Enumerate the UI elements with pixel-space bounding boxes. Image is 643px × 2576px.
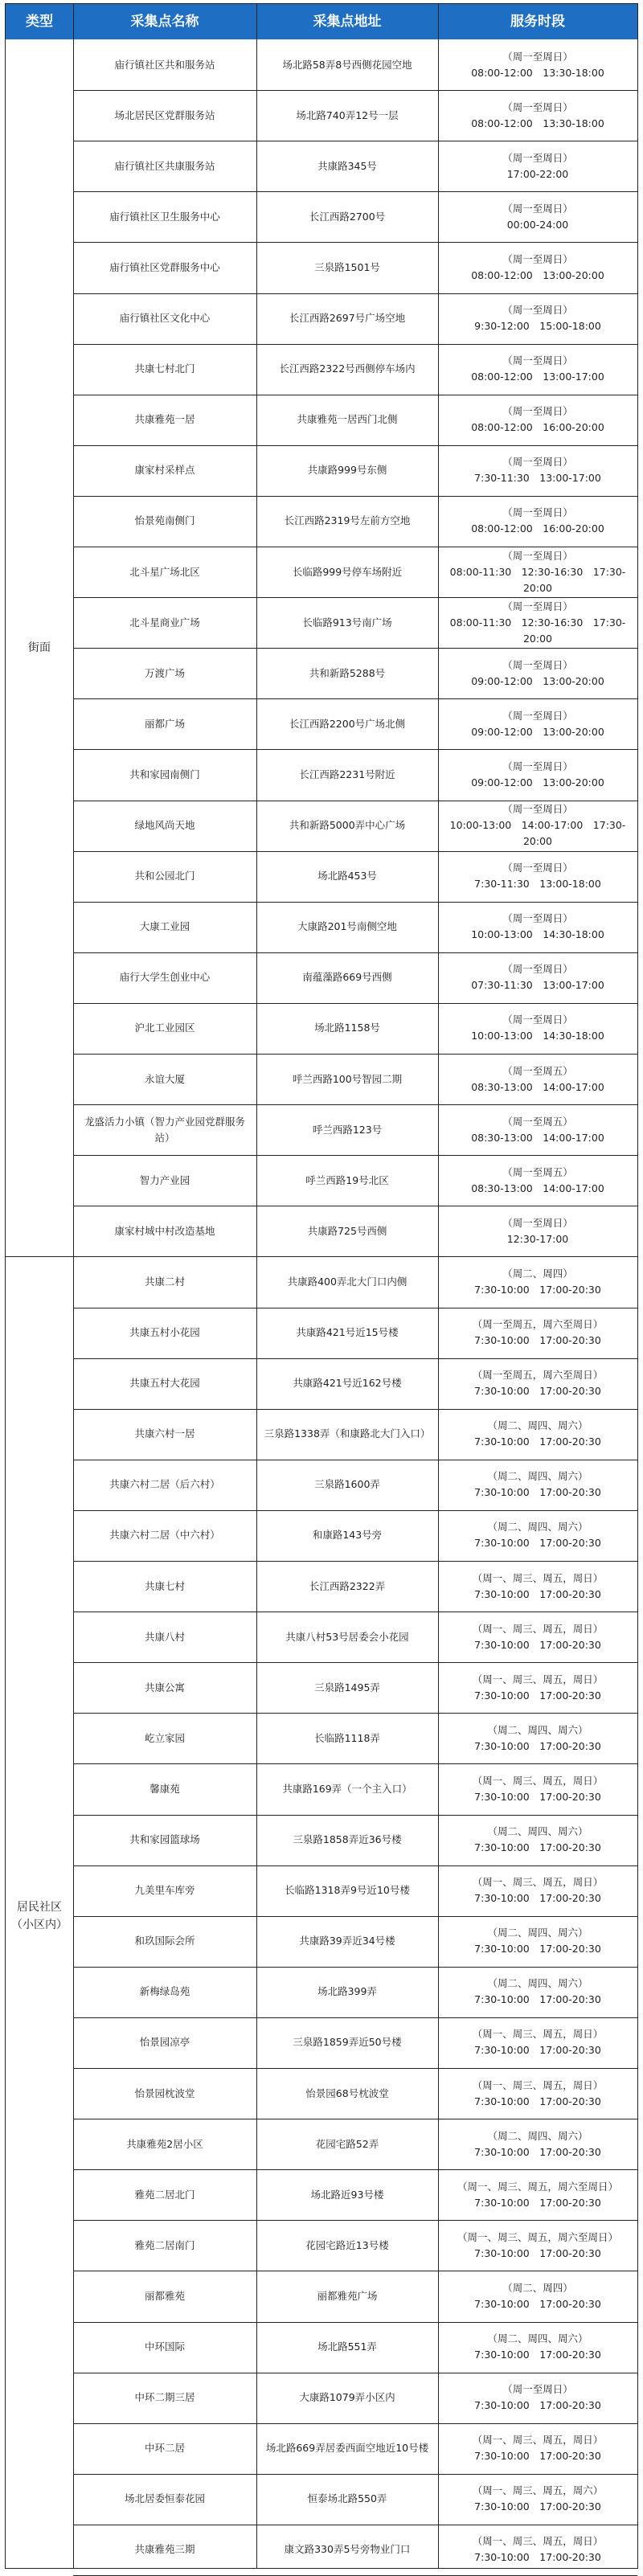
row-divider [73,2169,637,2170]
row-41-address: 怡景园68号枕波堂 [305,2087,389,2099]
row-46-hours: （周二、周四、周六） 7:30-10:00 17:00-20:30 [474,2332,601,2361]
row-4-hours: （周一至周日） 00:00-24:00 [502,202,573,231]
row-7-hours: （周一至周日） 08:00-12:00 13:00-17:00 [471,354,604,383]
row-36-name: 共和家园篮球场 [129,1833,200,1846]
row-37-address: 长临路1318弄9号近10号楼 [285,1884,410,1897]
row-19-name: 庙行大学生创业中心 [119,971,211,984]
row-4-address: 长江西路2700号 [309,210,386,223]
row-divider [73,445,637,446]
column-divider [73,4,74,2568]
row-33-hours: （周一、周三、周五，周日） 7:30-10:00 17:00-20:30 [472,1673,604,1702]
row-28-address: 三泉路1338弄（和康路北大门入口） [264,1427,431,1440]
row-46-address: 场北路551弄 [317,2341,377,2353]
row-4-name: 庙行镇社区卫生服务中心 [109,210,220,223]
row-14-hours: （周一至周日） 09:00-12:00 13:00-20:00 [471,709,604,738]
row-34-address: 长临路1118弄 [314,1731,380,1744]
row-19-address: 南蕴藻路669号西侧 [302,971,392,984]
row-divider [73,749,637,750]
row-50-hours: （周一、周三、周五，周日） 7:30-10:00 17:00-20:30 [472,2535,604,2564]
row-36-hours: （周二、周四、周六） 7:30-10:00 17:00-20:30 [474,1825,601,1854]
row-42-name: 共康雅苑2居小区 [126,2137,203,2150]
row-39-address: 场北路399弄 [317,1985,377,1998]
row-34-name: 屹立家园 [144,1731,185,1744]
row-18-hours: （周一至周日） 10:00-13:00 14:30-18:00 [471,912,604,941]
row-15-hours: （周一至周日） 09:00-12:00 13:00-20:00 [471,760,604,788]
row-12-address: 长临路913号南广场 [302,616,392,629]
row-divider [73,1561,637,1562]
row-16-hours: （周一至周日） 10:00-13:00 14:00-17:00 17:30-20:00 [449,803,626,848]
row-42-hours: （周二、周四、周六） 7:30-10:00 17:00-20:30 [474,2129,601,2158]
row-20-name: 沪北工业园区 [134,1022,195,1034]
row-29-address: 三泉路1600弄 [314,1478,380,1491]
row-27-hours: （周一至周五，周六至周日） 7:30-10:00 17:00-20:30 [472,1369,604,1398]
row-34-hours: （周二、周四、周六） 7:30-10:00 17:00-20:30 [474,1723,601,1752]
row-divider [73,2474,637,2475]
row-divider [73,597,637,598]
row-42-address: 花园宅路52弄 [315,2137,379,2150]
header-hours: 服务时段 [510,14,565,30]
row-25-name: 共康二村 [144,1275,185,1288]
row-39-hours: （周二、周四、周六） 7:30-10:00 17:00-20:30 [474,1977,601,2006]
row-17-address: 场北路453号 [317,870,377,883]
row-47-name: 中环二期三居 [134,2391,195,2404]
row-divider [73,496,637,497]
row-divider [73,1409,637,1410]
row-16-address: 共和新路5000弄中心广场 [289,819,406,832]
row-divider [73,1155,637,1156]
row-30-name: 共康六村二居（中六村） [109,1529,220,1542]
row-divider [73,344,637,345]
row-21-name: 永谊大厦 [144,1072,185,1085]
row-49-hours: （周一、周三、周五，周六） 7:30-10:00 17:00-20:30 [472,2484,604,2513]
row-23-address: 呼兰西路19号北区 [305,1173,389,1186]
row-33-name: 共康公寓 [144,1681,185,1693]
row-40-address: 三泉路1859弄近50号楼 [293,2036,402,2049]
row-27-name: 共康五村大花园 [129,1377,200,1390]
row-divider [73,1967,637,1968]
row-12-hours: （周一至周日） 08:00-11:30 12:30-16:30 17:30-20:00 [449,600,626,645]
row-35-hours: （周一、周三、周五，周日） 7:30-10:00 17:00-20:30 [472,1774,604,1803]
header-address: 采集点地址 [313,14,382,30]
row-23-hours: （周一至周五） 08:30-13:00 14:00-17:00 [471,1165,604,1194]
row-divider [73,2322,637,2323]
header-type: 类型 [26,14,53,30]
row-7-name: 共康七村北门 [134,362,195,375]
row-divider [73,2423,637,2424]
row-39-name: 新梅绿岛苑 [139,1985,190,1998]
row-9-name: 康家村采样点 [134,464,195,477]
row-divider [73,902,637,903]
row-32-name: 共康八村 [144,1630,185,1643]
row-divider [73,2220,637,2221]
collection-points-table [5,3,638,2569]
row-24-hours: （周一至周日） 12:30-17:00 [502,1216,573,1245]
row-28-name: 共康六村一居 [134,1427,195,1440]
row-40-hours: （周一、周三、周五，周日） 7:30-10:00 17:00-20:30 [472,2028,604,2057]
row-8-address: 共康雅苑一居西门北侧 [297,413,398,426]
row-35-address: 共康路169弄（一个主入口） [282,1782,412,1795]
row-6-address: 长江西路2697号广场空地 [289,312,406,325]
row-divider [73,1662,637,1663]
row-2-name: 场北居民区党群服务站 [114,109,215,121]
row-27-address: 共康路421号近162号楼 [293,1377,402,1390]
row-44-name: 雅苑二居南门 [134,2238,195,2251]
row-32-hours: （周一、周三、周五，周日） 7:30-10:00 17:00-20:30 [472,1622,604,1651]
row-41-name: 怡景园枕波堂 [134,2087,195,2099]
row-11-name: 北斗星广场北区 [129,565,200,578]
row-14-name: 丽都广场 [144,717,185,730]
row-24-name: 康家村城中村改造基地 [114,1224,215,1237]
row-37-name: 九美里车库旁 [134,1884,195,1897]
row-47-address: 大康路1079弄小区内 [299,2391,395,2404]
row-48-name: 中环二居 [144,2442,185,2455]
row-20-address: 场北路1158号 [314,1022,380,1034]
row-29-name: 共康六村二居（后六村） [109,1478,220,1491]
row-divider [73,698,637,699]
row-21-hours: （周一至周五） 08:30-13:00 14:00-17:00 [471,1064,604,1093]
row-22-address: 呼兰西路123号 [312,1123,383,1136]
row-divider [73,1358,637,1359]
row-43-hours: （周一、周三、周五，周六至周日） 7:30-10:00 17:00-20:30 [457,2180,618,2209]
row-9-hours: （周一至周日） 7:30-11:30 13:00-17:00 [474,456,601,485]
row-48-address: 场北路669弄居委西面空地近10号楼 [265,2442,429,2455]
row-26-name: 共康五村小花园 [129,1326,200,1339]
column-divider [256,4,257,2568]
column-divider [438,4,439,2568]
row-7-address: 长江西路2322号西侧停车场内 [279,362,416,375]
row-32-address: 共康八村53号居委会小花园 [285,1630,409,1643]
row-1-hours: （周一至周日） 08:00-12:00 13:30-18:00 [471,50,604,79]
row-8-name: 共康雅苑一居 [134,413,195,426]
row-50-address: 康文路330弄5号旁物业门口 [284,2543,411,2556]
row-3-address: 共康路345号 [317,159,377,172]
row-divider [73,1916,637,1917]
row-divider [73,293,637,294]
row-22-hours: （周一至周五） 08:30-13:00 14:00-17:00 [471,1115,604,1144]
row-13-name: 万渡广场 [144,666,185,679]
row-3-name: 庙行镇社区共康服务站 [114,159,215,172]
row-37-hours: （周一、周三、周五，周日） 7:30-10:00 17:00-20:30 [472,1876,604,1905]
row-divider [6,1256,637,1257]
row-5-hours: （周一至周日） 08:00-12:00 13:00-20:00 [471,252,604,281]
row-divider [73,1510,637,1511]
category-street: 街面 [28,641,51,655]
row-31-name: 共康七村 [144,1579,185,1592]
row-30-hours: （周二、周四、周六） 7:30-10:00 17:00-20:30 [474,1521,601,1550]
row-18-name: 大康工业园 [139,920,190,933]
row-divider [73,90,637,91]
row-28-hours: （周二、周四、周六） 7:30-10:00 17:00-20:30 [474,1419,601,1448]
row-2-hours: （周一至周日） 08:00-12:00 13:30-18:00 [471,100,604,129]
row-46-name: 中环国际 [144,2341,185,2353]
row-9-address: 共康路999号东侧 [307,464,387,477]
row-11-address: 长临路999号停车场附近 [292,565,403,578]
row-41-hours: （周一、周三、周五，周日） 7:30-10:00 17:00-20:30 [472,2078,604,2107]
row-31-address: 长江西路2322弄 [309,1579,386,1592]
row-16-name: 绿地风尚天地 [134,819,195,832]
row-47-hours: （周一至周日） 7:30-10:00 17:00-20:30 [474,2383,601,2412]
row-divider [73,2068,637,2069]
row-50-name: 共康雅苑三期 [134,2543,195,2556]
row-5-name: 庙行镇社区党群服务中心 [109,260,220,273]
category-residential: 居民社区（小区内） [11,1900,68,1931]
table-header [6,4,637,39]
row-23-name: 智力产业园 [139,1173,190,1186]
row-10-address: 长江西路2319号左前方空地 [284,514,411,527]
row-38-hours: （周二、周四、周六） 7:30-10:00 17:00-20:30 [474,1927,601,1956]
row-divider [73,851,637,852]
row-25-address: 共康路400弄北大门口内侧 [287,1275,408,1288]
row-divider [73,2017,637,2018]
row-24-address: 共康路725号西侧 [307,1224,387,1237]
row-31-hours: （周一、周三、周五，周日） 7:30-10:00 17:00-20:30 [472,1571,604,1600]
row-divider [73,1003,637,1004]
row-15-name: 共和家园南侧门 [129,768,200,780]
row-8-hours: （周一至周日） 08:00-12:00 16:00-20:00 [471,405,604,434]
row-10-name: 怡景苑南侧门 [134,514,195,527]
row-divider [73,1763,637,1764]
row-divider [73,191,637,192]
row-6-name: 庙行镇社区文化中心 [119,312,211,325]
row-43-address: 场北路近93号楼 [310,2188,384,2201]
row-36-address: 三泉路1858弄近36号楼 [293,1833,402,1846]
row-49-name: 场北居委恒泰花园 [124,2492,205,2505]
row-25-hours: （周二、周四） 7:30-10:00 17:00-20:30 [474,1267,601,1296]
row-divider [73,648,637,649]
row-29-hours: （周二、周四、周六） 7:30-10:00 17:00-20:30 [474,1470,601,1499]
row-38-name: 和玖国际会所 [134,1935,195,1947]
row-1-name: 庙行镇社区共和服务站 [114,58,215,71]
row-45-address: 丽都雅苑广场 [317,2289,378,2302]
row-14-address: 长江西路2200号广场北侧 [289,717,406,730]
row-49-address: 恒泰场北路550弄 [307,2492,387,2505]
row-12-name: 北斗星商业广场 [129,616,200,629]
row-45-hours: （周二、周四） 7:30-10:00 17:00-20:30 [474,2281,601,2310]
row-19-hours: （周一至周日） 07:30-11:30 13:00-17:00 [471,963,604,992]
row-divider [73,1104,637,1105]
row-21-address: 呼兰西路100号智园二期 [292,1072,403,1085]
row-divider [73,1054,637,1055]
row-17-name: 共和公园北门 [134,870,195,883]
row-17-hours: （周一至周日） 7:30-11:30 13:00-18:00 [474,862,601,891]
row-48-hours: （周一、周三、周五，周日） 7:30-10:00 17:00-20:30 [472,2434,604,2463]
row-divider [73,1713,637,1714]
row-divider [73,952,637,953]
row-6-hours: （周一至周日） 9:30-12:00 15:00-18:00 [474,304,601,333]
row-33-address: 三泉路1495弄 [314,1681,380,1693]
row-divider [73,1865,637,1866]
row-22-name: 龙盛活力小镇（智力产业园党群服务站） [84,1115,245,1144]
row-26-address: 共康路421号近15号楼 [296,1326,399,1339]
row-3-hours: （周一至周日） 17:00-22:00 [502,151,573,180]
row-5-address: 三泉路1501号 [314,260,380,273]
header-name: 采集点名称 [130,14,199,30]
row-15-address: 长江西路2231号附近 [299,768,395,780]
row-35-name: 馨康苑 [149,1782,180,1795]
row-20-hours: （周一至周日） 10:00-13:00 14:30-18:00 [471,1014,604,1042]
row-18-address: 大康路201号南侧空地 [297,920,397,933]
row-40-name: 怡景园凉亭 [139,2036,190,2049]
row-43-name: 雅苑二居北门 [134,2188,195,2201]
row-divider [73,242,637,243]
row-45-name: 丽都雅苑 [144,2289,185,2302]
row-13-address: 共和新路5288号 [309,666,386,679]
row-10-hours: （周一至周日） 08:00-12:00 16:00-20:00 [471,506,604,535]
row-38-address: 共康路39弄近34号楼 [299,1935,395,1947]
row-divider [73,1815,637,1816]
row-26-hours: （周一至周五，周六至周日） 7:30-10:00 17:00-20:30 [472,1318,604,1347]
row-13-hours: （周一至周日） 09:00-12:00 13:00-20:00 [471,658,604,687]
row-44-hours: （周一、周三、周五，周六至周日） 7:30-10:00 17:00-20:30 [457,2230,618,2259]
row-30-address: 和康路143号旁 [312,1529,383,1542]
row-44-address: 花园宅路近13号楼 [305,2238,389,2251]
row-1-address: 场北路58弄8号西侧花园空地 [282,58,412,71]
row-2-address: 场北路740弄12号一层 [296,109,399,121]
row-11-hours: （周一至周日） 08:00-11:30 12:30-16:30 17:30-20:00 [449,549,626,594]
